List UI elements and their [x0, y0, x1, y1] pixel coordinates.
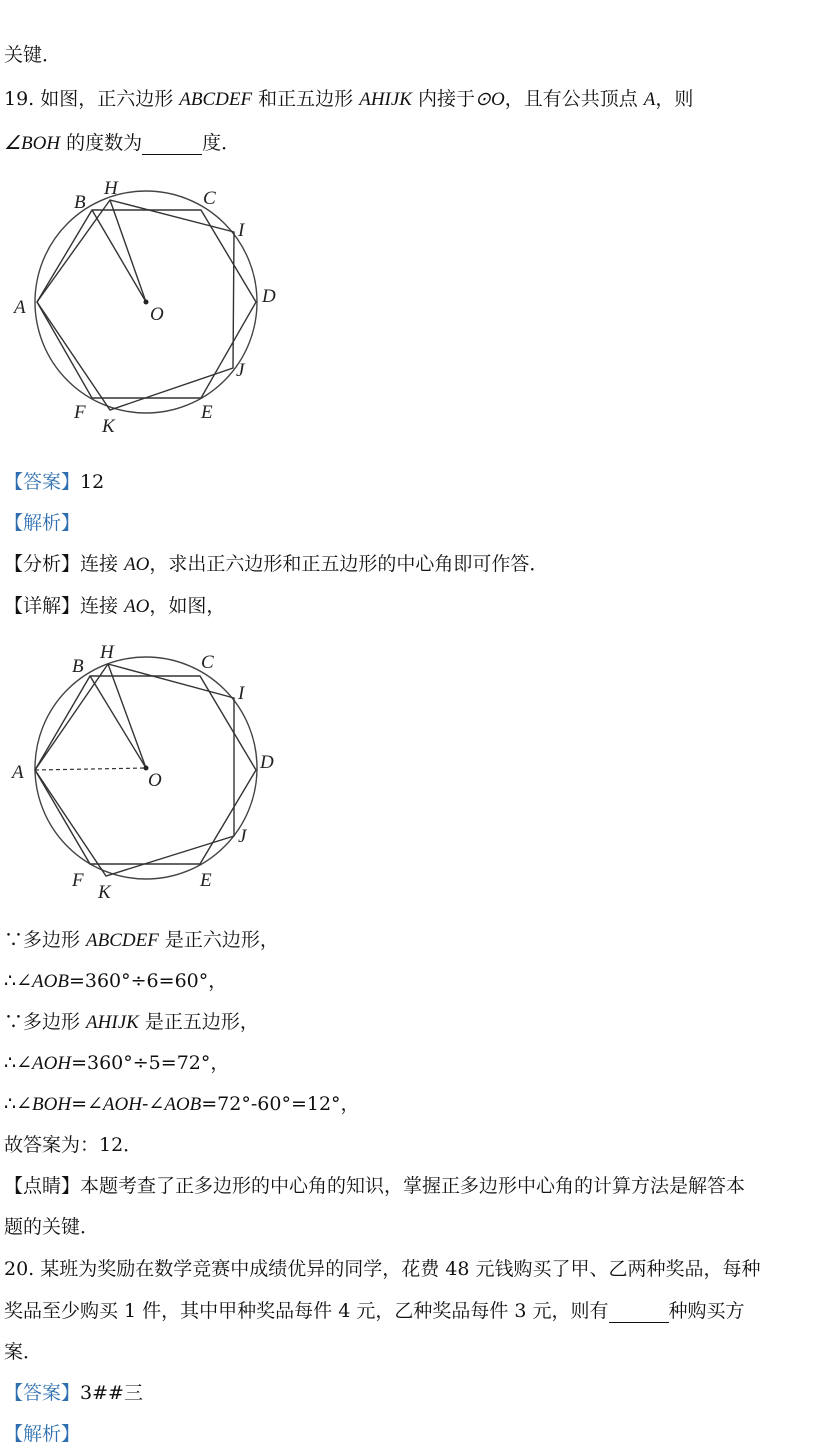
- step-2: ∴∠AOB=360°÷6=60°，: [4, 970, 228, 992]
- label-I: I: [238, 683, 245, 704]
- label-E: E: [200, 870, 212, 891]
- dianjing-line2: 题的关键．: [4, 1216, 100, 1238]
- answer-tag: 【答案】: [4, 471, 81, 493]
- label-O: O: [150, 304, 164, 325]
- label-C: C: [201, 652, 214, 673]
- label-H: H: [104, 178, 118, 199]
- label-B: B: [74, 192, 86, 213]
- label-B: B: [72, 656, 84, 677]
- analysis-tag-2: 【解析】: [4, 1423, 81, 1445]
- pentagon-name: AHIJK: [359, 89, 412, 110]
- hexagon-name: ABCDEF: [179, 89, 253, 110]
- answer-blank: [142, 132, 202, 155]
- q19-line1: 19. 如图，正六边形 ABCDEF 和正五边形 AHIJK 内接于⊙O，且有公共顶点 A，则: [4, 88, 694, 110]
- label-C: C: [203, 188, 216, 209]
- label-K: K: [102, 416, 115, 437]
- label-I: I: [238, 220, 245, 241]
- label-F: F: [72, 870, 84, 891]
- answer-blank-20: [609, 1300, 669, 1323]
- label-A: A: [12, 762, 24, 783]
- label-F: F: [74, 402, 86, 423]
- step-1: ∵多边形 ABCDEF 是正六边形，: [4, 929, 279, 951]
- label-O: O: [148, 770, 162, 791]
- fenxi: 【分析】连接 AO，求出正六边形和正五边形的中心角即可作答．: [4, 553, 549, 575]
- analysis-tag: 【解析】: [4, 512, 81, 534]
- answer20: 【答案】3##三: [4, 1382, 143, 1404]
- figure-1: [0, 170, 300, 440]
- step-3: ∵多边形 AHIJK 是正五边形，: [4, 1011, 259, 1033]
- q19-line2: ∠BOH 的度数为 度．: [4, 132, 241, 154]
- q20-line2: 奖品至少购买 1 件，其中甲种奖品每件 4 元，乙种奖品每件 3 元，则有 种购买方: [4, 1300, 745, 1322]
- xiangjie: 【详解】连接 AO，如图，: [4, 595, 226, 617]
- label-D: D: [262, 286, 276, 307]
- q20-line1: 20. 某班为奖励在数学竞赛中成绩优异的同学，花费 48 元钱购买了甲、乙两种奖品，每种: [4, 1258, 761, 1280]
- dianjing-line1: 【点睛】本题考查了正多边形的中心角的知识，掌握正多边形中心角的计算方法是解答本: [4, 1175, 746, 1197]
- answer-value: 12: [80, 471, 105, 493]
- label-E: E: [201, 402, 213, 423]
- answer19: [4, 467, 104, 494]
- figure-2: [0, 636, 300, 906]
- label-J: J: [238, 826, 247, 847]
- step-4: ∴∠AOH=360°÷5=72°，: [4, 1052, 230, 1074]
- circle-symbol: ⊙O: [475, 89, 505, 110]
- q20-line3: 案．: [4, 1341, 43, 1363]
- conclusion: 故答案为：12．: [4, 1134, 143, 1156]
- step-5: ∴∠BOH=∠AOH-∠AOB=72°-60°=12°，: [4, 1093, 360, 1115]
- label-K: K: [98, 882, 111, 903]
- label-H: H: [100, 642, 114, 663]
- label-A: A: [14, 297, 26, 318]
- label-J: J: [236, 360, 245, 381]
- label-D: D: [260, 752, 274, 773]
- top-fragment: 关键．: [4, 44, 62, 66]
